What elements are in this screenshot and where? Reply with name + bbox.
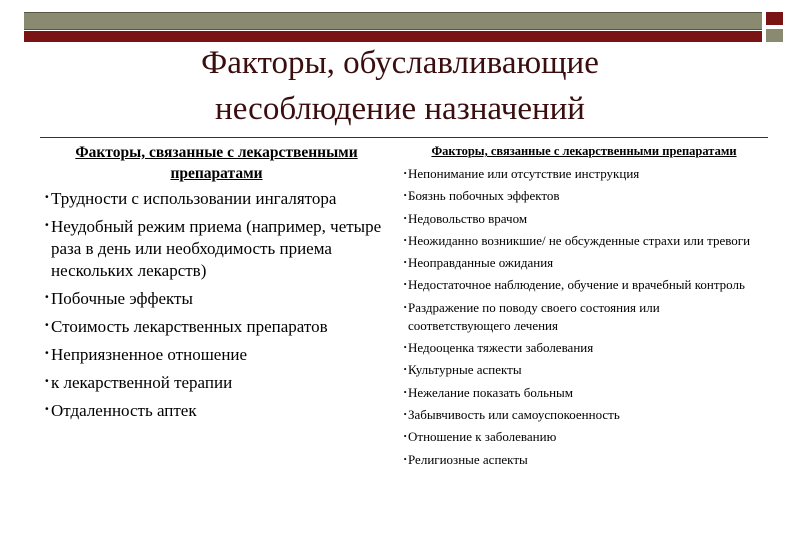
right-column xyxy=(404,143,764,473)
list-item: · Неожиданно возникшие/ не обсужденные страхи или тревоги xyxy=(404,232,764,250)
list-item: · Неоправданные ожидания xyxy=(404,254,764,272)
left-column-heading: Факторы, связанные с лекарственными препаратами xyxy=(75,144,358,182)
right-column-heading: Факторы, связанные с лекарственными препаратами xyxy=(431,144,737,158)
list-item: · Побочные эффекты xyxy=(44,288,389,310)
top-decor-bar xyxy=(24,12,762,30)
list-item: · Непонимание или отсутствие инструкция xyxy=(404,165,764,183)
list-item: · Забывчивость или самоуспокоенность xyxy=(404,406,764,424)
title-line-2: несоблюдение назначений xyxy=(215,91,585,127)
right-factor-list xyxy=(404,165,764,469)
list-item: · Недовольство врачом xyxy=(404,210,764,228)
corner-square-dark xyxy=(766,12,783,25)
list-item: · Нежелание показать больным xyxy=(404,384,764,402)
list-item: · Культурные аспекты xyxy=(404,361,764,379)
list-item: · Отдаленность аптек xyxy=(44,400,389,422)
list-item: · Трудности с использовании ингалятора xyxy=(44,188,389,210)
list-item: · Отношение к заболеванию xyxy=(404,428,764,446)
list-item: · Недооценка тяжести заболевания xyxy=(404,339,764,357)
title-line-1: Факторы, обуславливающие xyxy=(201,45,599,81)
list-item: · Неудобный режим приема (например, четыре раза в день или необходимость приема нескольких лекарств) xyxy=(44,216,389,282)
title-divider xyxy=(40,137,768,138)
left-factor-list xyxy=(44,188,389,422)
list-item: · Неприязненное отношение xyxy=(44,344,389,366)
slide-title xyxy=(0,40,800,132)
list-item: · Недостаточное наблюдение, обучение и врачебный контроль xyxy=(404,276,764,294)
list-item: · Религиозные аспекты xyxy=(404,451,764,469)
left-column xyxy=(44,142,389,428)
list-item: · к лекарственной терапии xyxy=(44,372,389,394)
list-item: · Стоимость лекарственных препаратов xyxy=(44,316,389,338)
list-item: · Боязнь побочных эффектов xyxy=(404,187,764,205)
list-item: · Раздражение по поводу своего состояния или соответствующего лечения xyxy=(404,299,764,335)
